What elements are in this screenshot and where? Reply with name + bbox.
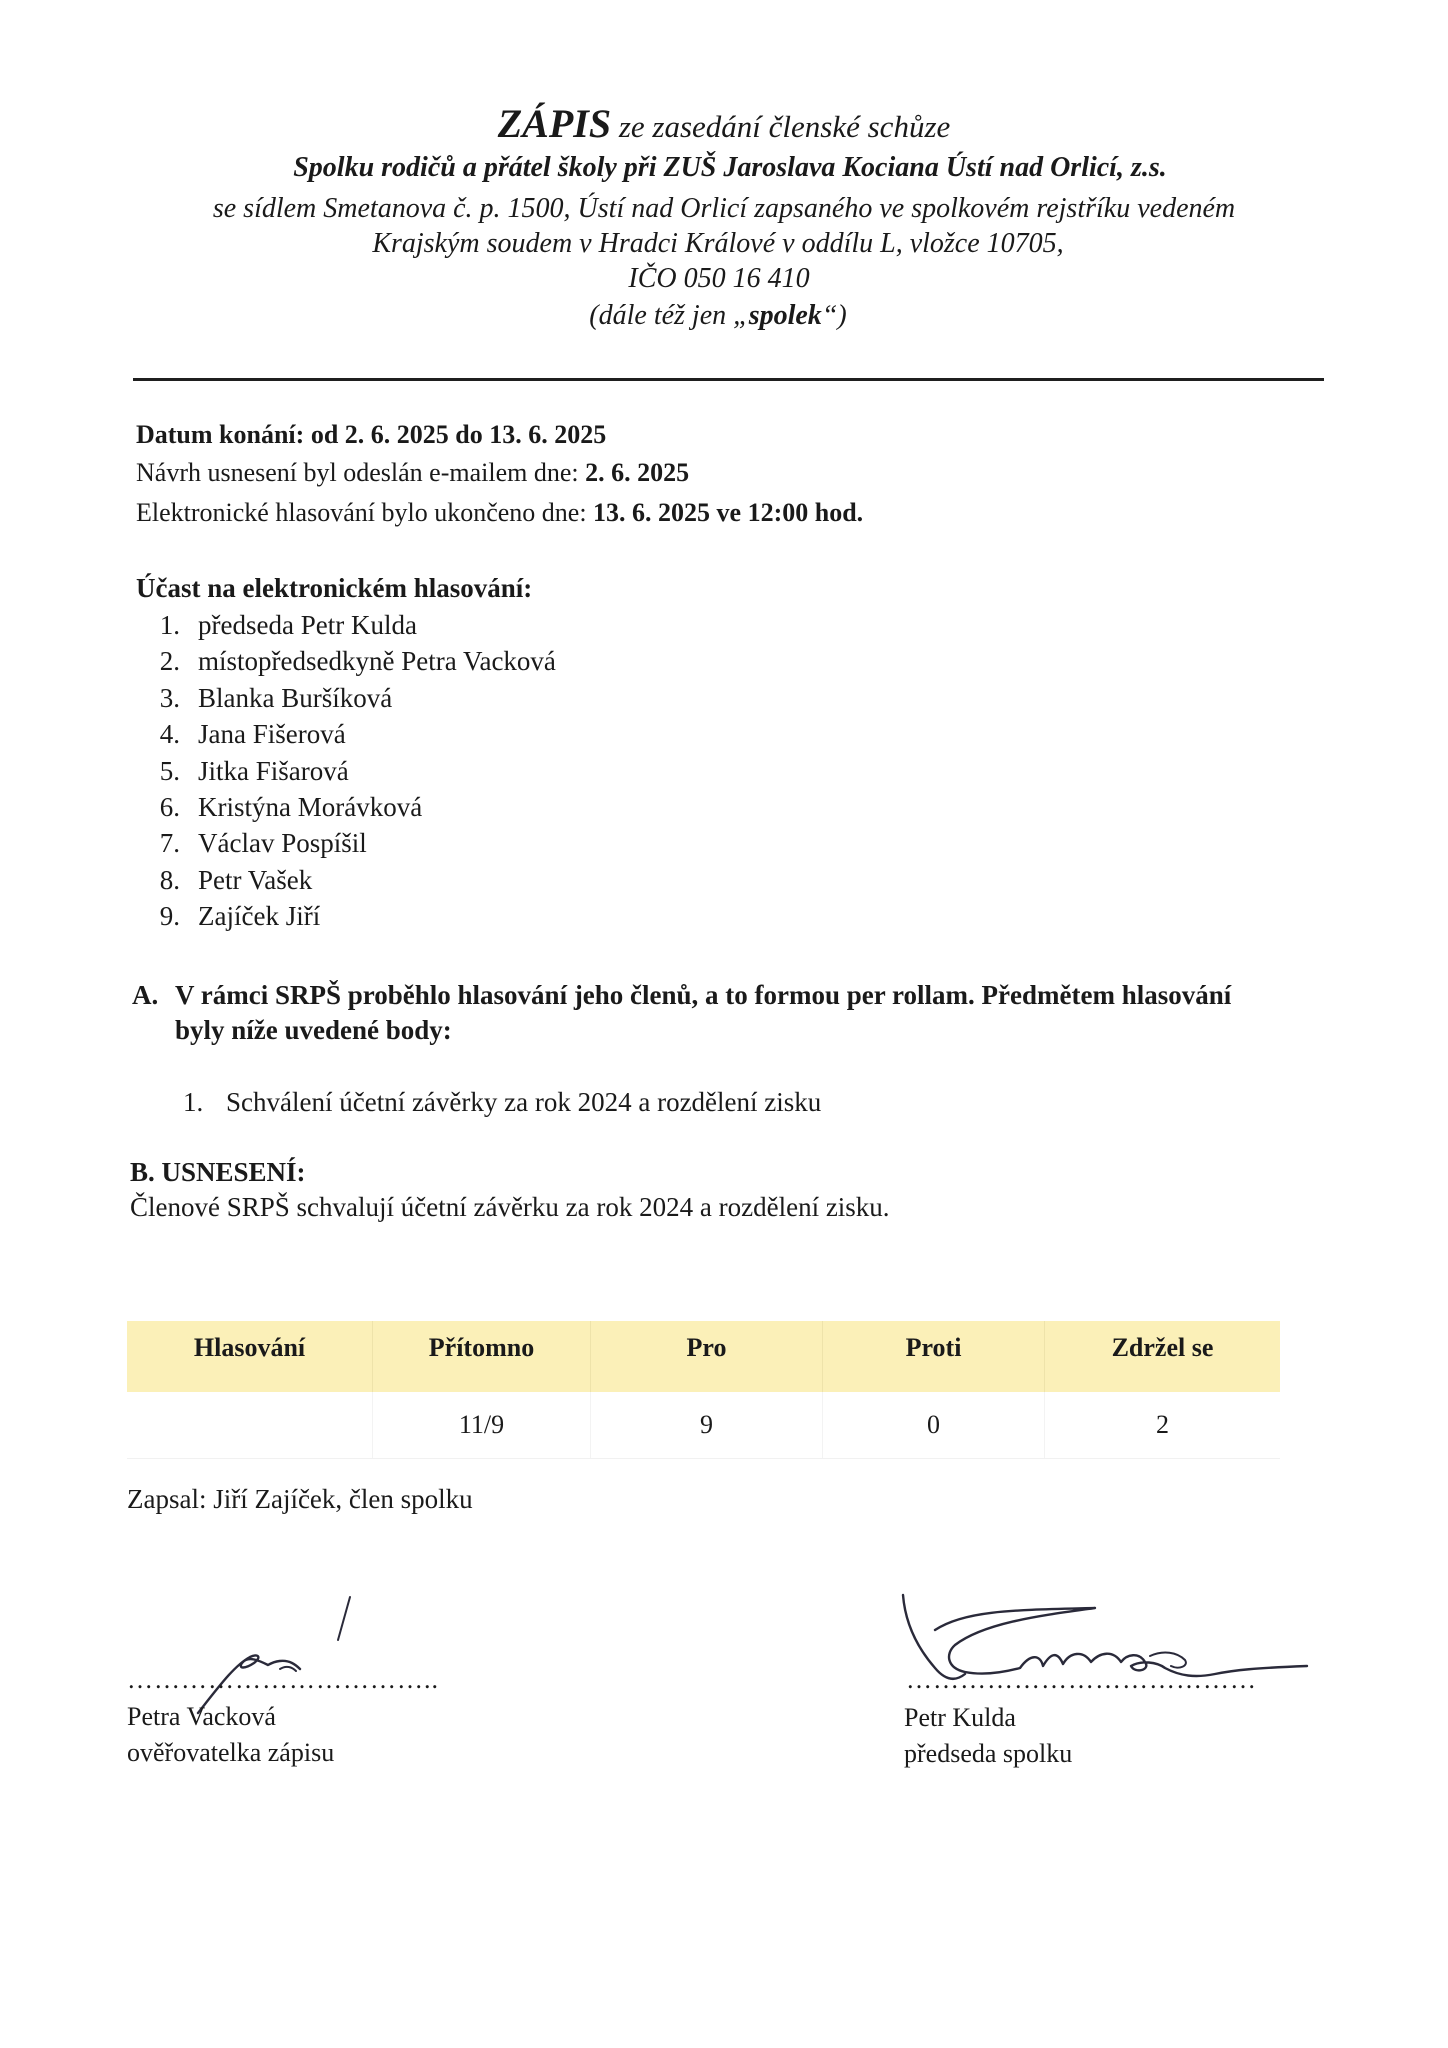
participant-list [140, 607, 556, 935]
header-divider [133, 378, 1324, 381]
signature-left-role: ověřovatelka zápisu [127, 1738, 335, 1767]
cell-pro: 9 [590, 1392, 822, 1458]
header-zdrzel-se: Zdržel se [1044, 1321, 1280, 1392]
list-item: 2. místopředsedkyně Petra Vacková [159, 646, 556, 677]
header-pritomno: Přítomno [372, 1321, 590, 1392]
section-a-item-text: Schválení účetní závěrky za rok 2024 a rozdělení zisku [226, 1087, 822, 1117]
ico-line: IČO 050 16 410 [628, 263, 810, 294]
table-row [127, 1392, 1280, 1459]
list-item: 5. Jitka Fišarová [159, 755, 349, 786]
list-item: 8. Petr Vašek [159, 864, 313, 895]
section-a-text-line2: byly níže uvedené body: [175, 1015, 452, 1045]
signature-left-name: Petra Vacková [127, 1702, 276, 1731]
voting-ended-label: Elektronické hlasování bylo ukončeno dne: [136, 498, 594, 527]
proposal-sent-date: 2. 6. 2025 [585, 458, 690, 487]
section-a-text-line1: V rámci SRPŠ proběhlo hlasování jeho členů, a to formou per rollam. Předmětem hlasování [175, 980, 1232, 1010]
list-item: 7. Václav Pospíšil [159, 828, 367, 859]
resolution-text: Členové SRPŠ schvalují účetní závěrku za rok 2024 a rozdělení zisku. [130, 1192, 890, 1222]
alias-prefix: (dále též jen „ [589, 300, 749, 331]
title-rest: ze zasedání členské schůze [611, 109, 951, 144]
list-item: 3. Blanka Buršíková [159, 682, 393, 713]
signature-left-image [180, 1595, 380, 1715]
list-item: 4. Jana Fišerová [159, 719, 346, 750]
meeting-date: Datum konání: od 2. 6. 2025 do 13. 6. 2025 [136, 420, 607, 449]
cell-hlasovani [127, 1392, 372, 1458]
voting-ended-line [136, 498, 863, 528]
register-line: Krajským soudem v Hradci Králové v oddílu L, vložce 10705, [372, 228, 1064, 259]
section-a-item-num: 1. [183, 1087, 204, 1117]
signature-right-role: předseda spolku [904, 1739, 1073, 1768]
list-item: 9. Zajíček Jiří [159, 901, 321, 932]
participation-heading: Účast na elektronickém hlasování: [136, 573, 533, 603]
section-b-heading: B. USNESENÍ: [130, 1157, 306, 1187]
cell-pritomno: 11/9 [372, 1392, 590, 1458]
vote-table-header [127, 1321, 1280, 1392]
document-title [0, 100, 1448, 147]
recorded-by: Zapsal: Jiří Zajíček, člen spolku [127, 1484, 473, 1514]
list-item: 6. Kristýna Morávková [159, 791, 423, 822]
cell-zdrzel-se: 2 [1044, 1392, 1280, 1458]
association-name: Spolku rodičů a přátel školy při ZUŠ Jaroslava Kociana Ústí nad Orlicí, z.s. [293, 152, 1167, 183]
vote-table [127, 1321, 1280, 1459]
signature-left-line: …………………………….. [127, 1665, 439, 1694]
signature-right-name: Petr Kulda [904, 1703, 1016, 1732]
voting-ended-date: 13. 6. 2025 ve 12:00 hod. [593, 498, 864, 527]
proposal-sent-line [136, 458, 689, 488]
title-zapis: ZÁPIS [497, 101, 612, 146]
signature-right-line: ………………………………… [906, 1665, 1257, 1694]
header-hlasovani: Hlasování [193, 1333, 306, 1362]
header-proti: Proti [822, 1321, 1044, 1392]
section-a-marker: A. [132, 980, 159, 1010]
alias-word: spolek [748, 300, 822, 331]
seat-line: se sídlem Smetanova č. p. 1500, Ústí nad Orlicí zapsaného ve spolkovém rejstříku vedeném [212, 193, 1236, 224]
header-pro: Pro [590, 1321, 822, 1392]
alias-line [0, 300, 1442, 332]
cell-proti: 0 [822, 1392, 1044, 1458]
alias-suffix: “) [821, 300, 847, 331]
list-item: 1. předseda Petr Kulda [159, 610, 417, 640]
proposal-sent-label: Návrh usnesení byl odeslán e-mailem dne: [136, 458, 586, 487]
